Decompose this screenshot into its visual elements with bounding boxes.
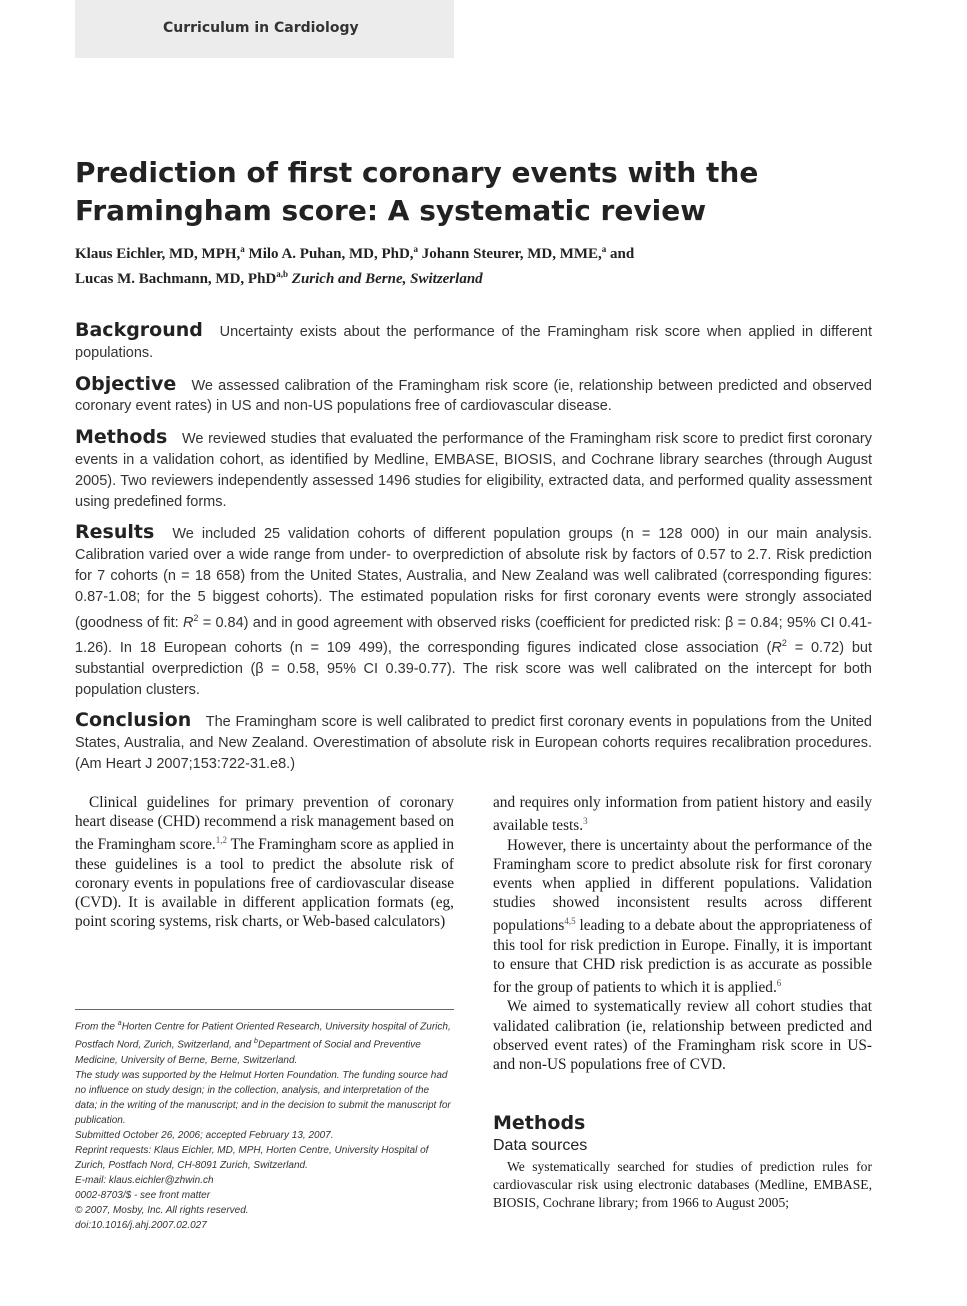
abstract-heading: Results (75, 521, 155, 544)
footnote-email[interactable]: E-mail: klaus.eichler@zhwin.ch (75, 1174, 214, 1186)
superscript: 2 (781, 638, 787, 649)
author-bachmann: Lucas M. Bachmann, MD, PhD (75, 271, 277, 287)
section-label: Curriculum in Cardiology (163, 20, 359, 36)
abstract-background (75, 320, 872, 364)
body-text: and requires only information from patient history and easily available tests. (493, 794, 872, 835)
body-left-column (75, 793, 454, 932)
citation-link[interactable]: 4,5 (564, 916, 576, 927)
body-paragraph (493, 836, 872, 998)
abstract-results (75, 522, 872, 700)
body-paragraph (75, 793, 454, 932)
citation-link[interactable]: 3 (583, 816, 588, 827)
abstract-methods (75, 427, 872, 512)
author-list (75, 239, 895, 289)
footnote-text: Horten Centre for Patient Oriented Research, University hospital of Zurich, Postfach Nord, Zurich, Switzerland, and (75, 1021, 451, 1051)
affiliation-mark: a (601, 244, 607, 254)
r-symbol: R (771, 640, 782, 657)
abstract-text: = 0.72) but substantial overprediction (β = 0.58, 95% CI 0.39-0.77). The risk score was well calibrated on the intercept for both population clusters. (75, 640, 872, 698)
affiliation-mark: a,b (276, 269, 289, 279)
abstract-heading: Objective (75, 372, 177, 395)
citation-link[interactable]: 6 (776, 978, 782, 989)
abstract-conclusion (75, 710, 872, 774)
superscript: 2 (193, 612, 199, 623)
abstract-text: We reviewed studies that evaluated the performance of the Framingham risk score to predict first coronary events in a validation cohort, as identified by Medline, EMBASE, BIOSIS, and Cochrane library searches (through August 2005). Two reviewers independently assessed 1496 studies for eligibility, extracted data, and performed quality assessment using predefined forms. (75, 431, 873, 510)
affiliation-mark: a (117, 1020, 122, 1027)
body-paragraph (493, 793, 872, 836)
body-paragraph: We aimed to systematically review all cohort studies that validated calibration (ie, relationship between predicted and observed event rates) of the Framingham risk score in US- and non-US populations free of CVD. (493, 998, 872, 1073)
body-text: leading to a debate about the appropriateness of this tool for risk prediction in Europe. Finally, it is important to ensure that CHD risk prediction is as accurate as possible for the group of patients to which it is applied. (493, 917, 872, 997)
abstract (75, 320, 872, 785)
author-eichler: Klaus Eichler, MD, MPH, (75, 246, 241, 262)
body-text: However, there is uncertainty about the performance of the Framingham score to predict absolute risk for first coronary events when applied in different populations. Validation studies showed inconsistent results across different populations (493, 836, 872, 935)
abstract-heading: Conclusion (75, 709, 192, 732)
abstract-heading: Background (75, 319, 203, 341)
author-steurer: Johann Steurer, MD, MME, (418, 246, 602, 262)
abstract-text: The Framingham score is well calibrated to predict first coronary events in populations from the United States, Australia, and New Zealand. Overestimation of absolute risk in European cohorts requires recalibration procedures. (Am Heart J 2007;153:722-31.e8.) (75, 714, 872, 772)
abstract-text: We included 25 validation cohorts of different population groups (n = 128 000) in our main analysis. Calibration varied over a wide range from under- to overprediction of absolute risk by factors of 0.57 to 2.7. Risk prediction for 7 cohorts (n = 18 658) from the United States, Australia, and New Zealand was well calibrated (corresponding figures: 0.87-1.08; for the 5 biggest cohorts). The estimated population risks for first coronary events were strongly associated (goodness of fit: (75, 526, 873, 631)
author-location: Zurich and Berne, Switzerland (291, 271, 483, 287)
methods-text-column (493, 1158, 872, 1212)
body-right-column (493, 793, 872, 1074)
footnote-issn: 0002-8703/$ - see front matter (75, 1189, 211, 1201)
abstract-heading: Methods (75, 426, 168, 449)
footnote-reprint: Reprint requests: Klaus Eichler, MD, MPH, Horten Centre, University Hospital of Zurich, Postfach Nord, CH-8091 Zurich, Switzerland. (75, 1144, 429, 1171)
footnote-doi[interactable]: doi:10.1016/j.ahj.2007.02.027 (75, 1219, 207, 1231)
author-puhan: Milo A. Puhan, MD, PhD, (244, 246, 414, 262)
footnotes (75, 1016, 454, 1233)
footnote-submitted: Submitted October 26, 2006; accepted February 13, 2007. (75, 1129, 334, 1141)
citation-link[interactable]: 1,2 (215, 835, 227, 846)
abstract-text: We assessed calibration of the Framingham risk score (ie, relationship between predicted and observed coronary event rates) in US and non-US populations free of cardiovascular disease. (75, 377, 872, 415)
r-symbol: R (182, 614, 194, 631)
subheading-data-sources: Data sources (493, 1137, 588, 1154)
footnote-funding: The study was supported by the Helmut Horten Foundation. The funding source had no influence on study design; in the collection, analysis, and interpretation of the data; in the writing of the manuscript; and in the decision to submit the manuscript for publication. (75, 1069, 451, 1126)
footnote-divider (75, 1009, 454, 1010)
abstract-text: = 0.84) and in good agreement with observed risks (coefficient for predicted risk: β = 0.84; 95% CI 0.41-1.26). In 18 European cohorts (n = 109 499), the corresponding figures indicated close association ( (75, 614, 873, 657)
affiliation-mark: a (413, 244, 419, 254)
affiliation-mark: b (253, 1038, 258, 1046)
body-text: Clinical guidelines for primary prevention of coronary heart disease (CHD) recommend a risk management based on the Framingham score. (75, 794, 454, 854)
section-header-tab (75, 0, 454, 58)
author-conjunction: and (606, 246, 635, 262)
footnote-affiliations (75, 1016, 454, 1068)
abstract-objective (75, 374, 872, 418)
footnote-copyright: © 2007, Mosby, Inc. All rights reserved. (75, 1204, 249, 1216)
body-text: The Framingham score as applied in these guidelines is a tool to predict the absolute risk of coronary events in populations free of cardiovascular disease (CVD). It is available in different application formats (eg, point scoring systems, risk charts, or Web-based calculators) (75, 836, 454, 931)
abstract-text: Uncertainty exists about the performance of the Framingham risk score when applied in different populations. (75, 324, 872, 361)
article-title: Prediction of first coronary events with the Framingham score: A systematic review (75, 156, 759, 227)
body-paragraph: We systematically searched for studies of prediction rules for cardiovascular risk using electronic databases (Medline, EMBASE, BIOSIS, Cochrane library; from 1966 to August 2005; (493, 1159, 872, 1210)
footnote-text: From the (75, 1021, 118, 1033)
affiliation-mark: a (240, 244, 245, 254)
section-heading-methods: Methods (493, 1112, 586, 1134)
footnote-text: Department of Social and Preventive Medicine, University of Berne, Berne, Switzerland. (75, 1039, 421, 1066)
